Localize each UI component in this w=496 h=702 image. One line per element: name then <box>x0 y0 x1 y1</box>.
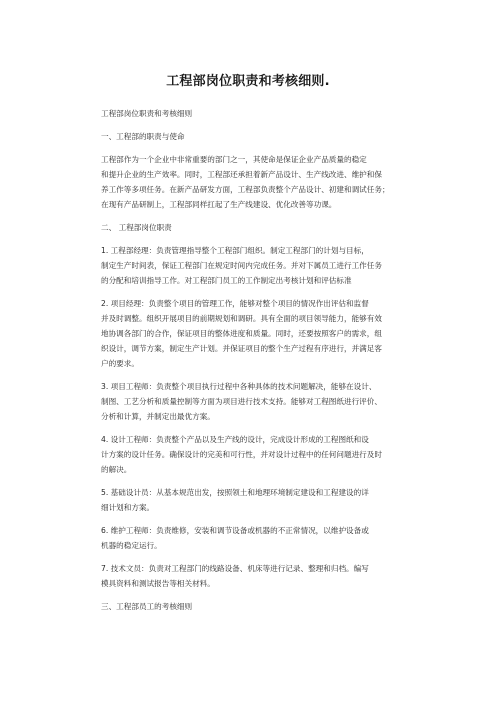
section1-heading: 一、工程部的职责与使命 <box>101 132 185 141</box>
paragraph-line: 制定生产时间表，保证工程部门在规定时间内完成任务。并对下属员工进行工作任务 <box>101 261 382 270</box>
paragraph-line: 的解决。 <box>101 465 132 474</box>
section2-heading: 二、 工程部岗位职责 <box>101 223 172 232</box>
paragraph-line: 工程部作为一个企业中非常重要的部门之一，其使命是保证企业产品质量的稳定 <box>101 155 367 164</box>
paragraph-line: 细计划和方案。 <box>101 503 155 512</box>
paragraph-line: 制图、工艺分析和质量控制等方面为项目进行技术支持。能够对工程图纸进行评价、 <box>101 397 382 406</box>
paragraph-line: 计方案的设计任务。确保设计的完美和可行性，并对设计过程中的任何问题进行及时 <box>101 450 382 459</box>
paragraph-line: 和提升企业的生产效率。同时，工程部还承担着新产品设计、生产线改进、维护和保 <box>101 170 382 179</box>
paragraph-line: 的分配和培训指导工作。对工程部门员工的工作制定出考核计划和评估标准 <box>101 276 352 285</box>
role-item <box>101 561 431 591</box>
role-item <box>101 379 431 424</box>
paragraph-line: 1. 工程部经理：负责管理指导整个工程部门组织。制定工程部门的计划与目标， <box>101 246 369 255</box>
paragraph-line: 4. 设计工程师：负责整个产品以及生产线的设计，完成设计形成的工程图纸和设 <box>101 435 369 444</box>
paragraph-line: 6. 维护工程师：负责维修，安装和调节设备或机器的不正常情况，以维护设备或 <box>101 526 369 535</box>
paragraph-line: 5. 基础设计员：从基本规范出发，按照领土和地理环境制定建设和工程建设的详 <box>101 488 369 497</box>
document-body <box>101 106 431 614</box>
paragraph-line: 织设计，调节方案，制定生产计划。并保证项目的整个生产过程有序进行，并满足客 <box>101 344 382 353</box>
paragraph-line: 3. 项目工程师：负责整个项目执行过程中各种具体的技术问题解决，能够在设计、 <box>101 382 377 391</box>
role-item <box>101 523 431 553</box>
paragraph-line: 养工作等多项任务。在新产品研发方面，工程部负责整个产品设计、初建和调试任务； <box>101 185 390 194</box>
paragraph-line: 地协调各部门的合作，保证项目的整体进度和质量。同时，还要按照客户的需求，组 <box>101 329 382 338</box>
document-subtitle: 工程部岗位职责和考核细则 <box>101 109 193 118</box>
paragraph-line: 机器的稳定运行。 <box>101 541 162 550</box>
role-item <box>101 296 431 371</box>
paragraph-line: 户的要求。 <box>101 359 139 368</box>
role-item <box>101 243 431 288</box>
role-item <box>101 485 431 515</box>
paragraph-line: 2. 项目经理：负责整个项目的管理工作，能够对整个项目的情况作出评估和监督 <box>101 299 369 308</box>
document-title: 工程部岗位职责和考核细则. <box>166 74 330 89</box>
section1-paragraph <box>101 152 431 212</box>
paragraph-line: 分析和计算，并制定出最优方案。 <box>101 412 215 421</box>
section3-heading: 三、工程部员工的考核细则 <box>101 602 193 611</box>
role-item <box>101 432 431 477</box>
paragraph-line: 模具资料和测试报告等相关材料。 <box>101 579 215 588</box>
paragraph-line: 并及时调整。组织开展项目的前期规划和调研。具有全面的项目领导能力，能够有效 <box>101 314 382 323</box>
paragraph-line: 在现有产品研制上，工程部同样扛起了生产线建设、优化改善等功课。 <box>101 200 337 209</box>
paragraph-line: 7. 技术文员：负责对工程部门的线路设备、机床等进行记录、整理和归档。编写 <box>101 564 369 573</box>
